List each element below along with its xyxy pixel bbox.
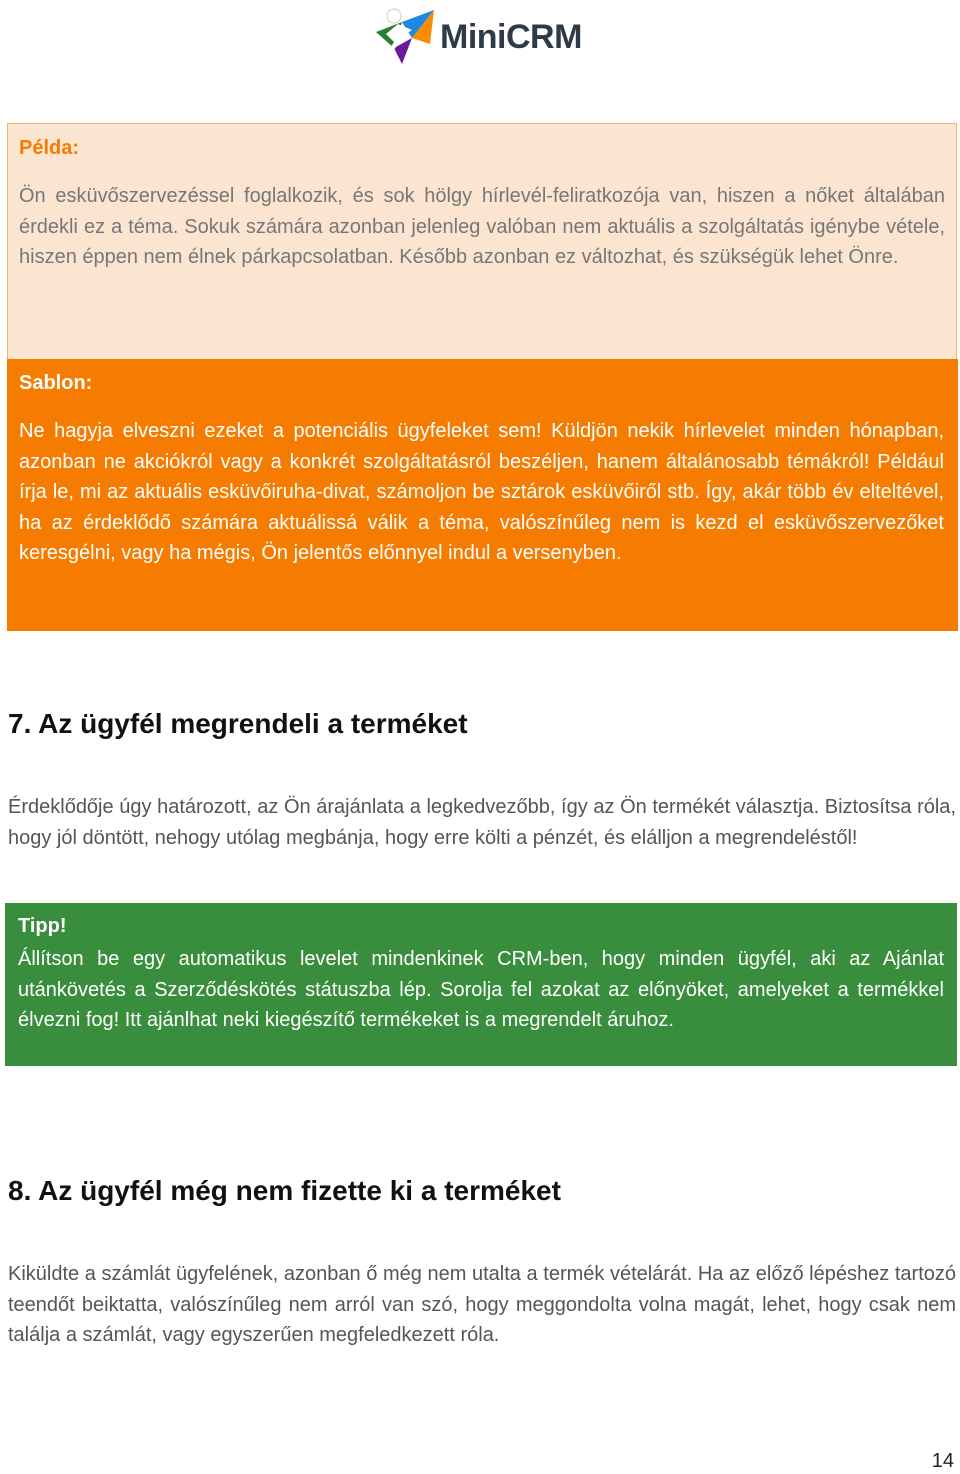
tip-label: Tipp!: [18, 915, 67, 937]
template-text: Ne hagyja elveszni ezeket a potenciális ügyfeleket sem! Küldjön nekik hírlevelet minden hónapban, azonban ne akciókról vagy a konkrét szolgáltatásról beszéljen, hanem általánosabb témákról! Például írja le, mi az aktuális esküvőiruha-divat, számoljon be sztárok esküvőiről stb. Így, akár több év elteltével, ha az érdeklődő számára aktuálissá válik a téma, valószínűleg nem is kezd el esküvőszervezőket keresgélni, vagy ha mégis, Ön jelentős előnnyel indul a versenyben.: [19, 420, 944, 564]
tip-text: Állítson be egy automatikus levelet mindenkinek CRM-ben, hogy minden ügyfél, aki az Ajánlat utánkövetés a Szerződéskötés státuszba lép. Sorolja fel azokat az előnyöket, amelyeket a termékkel élvezni fog! Itt ajánlhat neki kiegészítő termékeket is a megrendelt áruhoz.: [18, 948, 944, 1031]
section-8-text: Kiküldte a számlát ügyfelének, azonban ő még nem utalta a termék vételárát. Ha az előző lépéshez tartozó teendőt beiktatta, valószínűleg nem arról van szó, hogy meggondolta volna magát, lehet, hogy csak nem találja a számlát, vagy egyszerűen megfeledkezett róla.: [8, 1263, 956, 1346]
example-text: Ön esküvőszervezéssel foglalkozik, és sok hölgy hírlevél-feliratkozója van, hiszen a nőket általában érdekli ez a téma. Sokuk számára azonban jelenleg valóban nem aktuális a szolgáltatás igénybe vétele, hiszen éppen nem élnek párkapcsolatban. Később azonban ez változhat, és szükségük lehet Önre.: [19, 185, 945, 268]
minicrm-logo-icon: [372, 4, 436, 66]
section-8-heading: 8. Az ügyfél még nem fizette ki a terméket: [8, 1175, 561, 1206]
section-7-text: Érdeklődője úgy határozott, az Ön árajánlata a legkedvezőbb, így az Ön termékét választja. Biztosítsa róla, hogy jól döntött, nehogy utólag megbánja, hogy erre költi a pénzét, és elálljon a megrendeléstől!: [8, 796, 956, 849]
page-number: 14: [931, 1450, 954, 1472]
logo-text: MiniCRM: [440, 18, 582, 56]
template-label: Sablon:: [19, 372, 93, 394]
minicrm-logo: [372, 4, 592, 66]
example-label: Példa:: [19, 137, 80, 159]
section-7-heading: 7. Az ügyfél megrendeli a terméket: [8, 708, 468, 739]
